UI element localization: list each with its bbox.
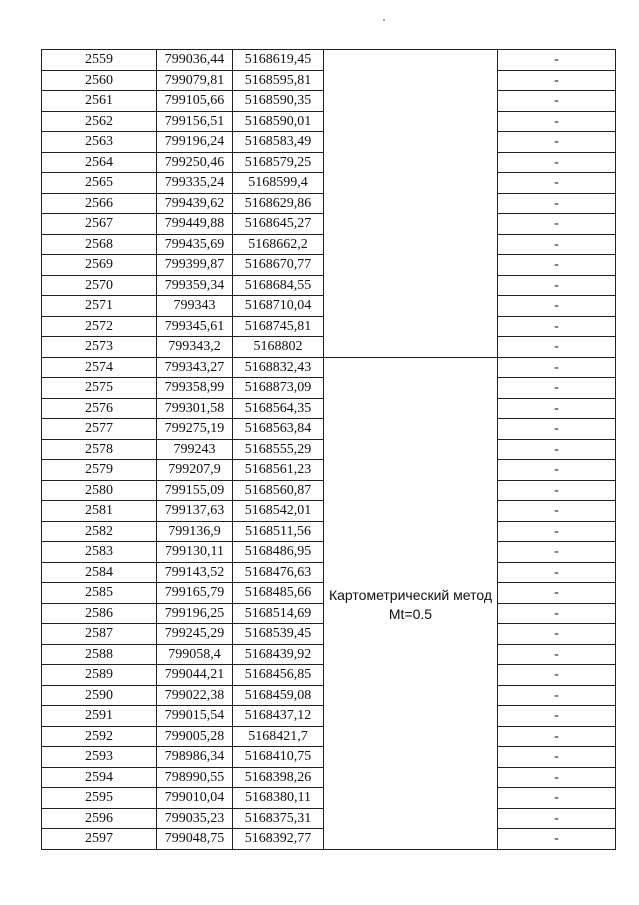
x-coordinate-cell: 799035,23	[157, 808, 233, 829]
dash-mark-cell: -	[498, 419, 616, 440]
point-number-cell: 2586	[42, 603, 157, 624]
x-coordinate-cell: 799105,66	[157, 91, 233, 112]
dash-mark-cell: -	[498, 378, 616, 399]
x-coordinate-cell: 799010,04	[157, 788, 233, 809]
x-coordinate-cell: 799022,38	[157, 685, 233, 706]
dash-mark-cell: -	[498, 788, 616, 809]
dash-mark-cell: -	[498, 808, 616, 829]
point-number-cell: 2571	[42, 296, 157, 317]
y-coordinate-cell: 5168684,55	[233, 275, 324, 296]
dash-mark-cell: -	[498, 726, 616, 747]
y-coordinate-cell: 5168873,09	[233, 378, 324, 399]
y-coordinate-cell: 5168645,27	[233, 214, 324, 235]
dash-mark-cell: -	[498, 583, 616, 604]
x-coordinate-cell: 799136,9	[157, 521, 233, 542]
point-number-cell: 2594	[42, 767, 157, 788]
y-coordinate-cell: 5168421,7	[233, 726, 324, 747]
x-coordinate-cell: 799130,11	[157, 542, 233, 563]
point-number-cell: 2569	[42, 255, 157, 276]
table-row	[42, 357, 616, 378]
x-coordinate-cell: 798986,34	[157, 747, 233, 768]
y-coordinate-cell: 5168662,2	[233, 234, 324, 255]
x-coordinate-cell: 799243	[157, 439, 233, 460]
point-number-cell: 2560	[42, 70, 157, 91]
y-coordinate-cell: 5168832,43	[233, 357, 324, 378]
y-coordinate-cell: 5168561,23	[233, 460, 324, 481]
dash-mark-cell: -	[498, 624, 616, 645]
dash-mark-cell: -	[498, 173, 616, 194]
method-label-line1: Картометрический метод	[328, 586, 492, 603]
dash-mark-cell: -	[498, 296, 616, 317]
dash-mark-cell: -	[498, 706, 616, 727]
point-number-cell: 2596	[42, 808, 157, 829]
x-coordinate-cell: 799343,27	[157, 357, 233, 378]
y-coordinate-cell: 5168590,35	[233, 91, 324, 112]
y-coordinate-cell: 5168392,77	[233, 829, 324, 850]
y-coordinate-cell: 5168590,01	[233, 111, 324, 132]
point-number-cell: 2584	[42, 562, 157, 583]
x-coordinate-cell: 799058,4	[157, 644, 233, 665]
dash-mark-cell: -	[498, 460, 616, 481]
x-coordinate-cell: 799207,9	[157, 460, 233, 481]
method-cell-empty	[324, 50, 498, 358]
x-coordinate-cell: 798990,55	[157, 767, 233, 788]
y-coordinate-cell: 5168539,45	[233, 624, 324, 645]
dash-mark-cell: -	[498, 214, 616, 235]
method-label-line2: Mt=0.5	[388, 605, 433, 622]
y-coordinate-cell: 5168375,31	[233, 808, 324, 829]
point-number-cell: 2597	[42, 829, 157, 850]
y-coordinate-cell: 5168583,49	[233, 132, 324, 153]
y-coordinate-cell: 5168437,12	[233, 706, 324, 727]
dash-mark-cell: -	[498, 542, 616, 563]
scan-speck	[383, 19, 385, 21]
x-coordinate-cell: 799358,99	[157, 378, 233, 399]
x-coordinate-cell: 799137,63	[157, 501, 233, 522]
point-number-cell: 2566	[42, 193, 157, 214]
x-coordinate-cell: 799036,44	[157, 50, 233, 71]
y-coordinate-cell: 5168802	[233, 337, 324, 358]
y-coordinate-cell: 5168599,4	[233, 173, 324, 194]
x-coordinate-cell: 799301,58	[157, 398, 233, 419]
x-coordinate-cell: 799196,25	[157, 603, 233, 624]
dash-mark-cell: -	[498, 91, 616, 112]
dash-mark-cell: -	[498, 70, 616, 91]
y-coordinate-cell: 5168619,45	[233, 50, 324, 71]
dash-mark-cell: -	[498, 275, 616, 296]
x-coordinate-cell: 799335,24	[157, 173, 233, 194]
x-coordinate-cell: 799005,28	[157, 726, 233, 747]
dash-mark-cell: -	[498, 398, 616, 419]
y-coordinate-cell: 5168459,08	[233, 685, 324, 706]
point-number-cell: 2592	[42, 726, 157, 747]
x-coordinate-cell: 799245,29	[157, 624, 233, 645]
dash-mark-cell: -	[498, 562, 616, 583]
point-number-cell: 2563	[42, 132, 157, 153]
y-coordinate-cell: 5168476,63	[233, 562, 324, 583]
point-number-cell: 2589	[42, 665, 157, 686]
y-coordinate-cell: 5168511,56	[233, 521, 324, 542]
x-coordinate-cell: 799015,54	[157, 706, 233, 727]
dash-mark-cell: -	[498, 603, 616, 624]
point-number-cell: 2582	[42, 521, 157, 542]
dash-mark-cell: -	[498, 439, 616, 460]
y-coordinate-cell: 5168595,81	[233, 70, 324, 91]
y-coordinate-cell: 5168486,95	[233, 542, 324, 563]
point-number-cell: 2570	[42, 275, 157, 296]
x-coordinate-cell: 799079,81	[157, 70, 233, 91]
y-coordinate-cell: 5168564,35	[233, 398, 324, 419]
point-number-cell: 2590	[42, 685, 157, 706]
coordinates-table-body	[42, 50, 616, 850]
point-number-cell: 2591	[42, 706, 157, 727]
point-number-cell: 2576	[42, 398, 157, 419]
coordinates-table	[41, 49, 616, 850]
dash-mark-cell: -	[498, 829, 616, 850]
point-number-cell: 2577	[42, 419, 157, 440]
dash-mark-cell: -	[498, 234, 616, 255]
y-coordinate-cell: 5168485,66	[233, 583, 324, 604]
dash-mark-cell: -	[498, 747, 616, 768]
point-number-cell: 2587	[42, 624, 157, 645]
dash-mark-cell: -	[498, 193, 616, 214]
x-coordinate-cell: 799449,88	[157, 214, 233, 235]
point-number-cell: 2573	[42, 337, 157, 358]
x-coordinate-cell: 799435,69	[157, 234, 233, 255]
point-number-cell: 2559	[42, 50, 157, 71]
dash-mark-cell: -	[498, 132, 616, 153]
y-coordinate-cell: 5168439,92	[233, 644, 324, 665]
dash-mark-cell: -	[498, 50, 616, 71]
y-coordinate-cell: 5168398,26	[233, 767, 324, 788]
point-number-cell: 2580	[42, 480, 157, 501]
x-coordinate-cell: 799345,61	[157, 316, 233, 337]
point-number-cell: 2593	[42, 747, 157, 768]
y-coordinate-cell: 5168745,81	[233, 316, 324, 337]
dash-mark-cell: -	[498, 337, 616, 358]
x-coordinate-cell: 799048,75	[157, 829, 233, 850]
method-cell	[324, 357, 498, 849]
point-number-cell: 2568	[42, 234, 157, 255]
y-coordinate-cell: 5168380,11	[233, 788, 324, 809]
y-coordinate-cell: 5168710,04	[233, 296, 324, 317]
dash-mark-cell: -	[498, 644, 616, 665]
point-number-cell: 2588	[42, 644, 157, 665]
x-coordinate-cell: 799343,2	[157, 337, 233, 358]
x-coordinate-cell: 799165,79	[157, 583, 233, 604]
y-coordinate-cell: 5168410,75	[233, 747, 324, 768]
x-coordinate-cell: 799196,24	[157, 132, 233, 153]
point-number-cell: 2581	[42, 501, 157, 522]
y-coordinate-cell: 5168514,69	[233, 603, 324, 624]
dash-mark-cell: -	[498, 767, 616, 788]
x-coordinate-cell: 799156,51	[157, 111, 233, 132]
y-coordinate-cell: 5168560,87	[233, 480, 324, 501]
x-coordinate-cell: 799399,87	[157, 255, 233, 276]
point-number-cell: 2585	[42, 583, 157, 604]
dash-mark-cell: -	[498, 316, 616, 337]
x-coordinate-cell: 799439,62	[157, 193, 233, 214]
dash-mark-cell: -	[498, 665, 616, 686]
point-number-cell: 2574	[42, 357, 157, 378]
x-coordinate-cell: 799343	[157, 296, 233, 317]
point-number-cell: 2583	[42, 542, 157, 563]
y-coordinate-cell: 5168563,84	[233, 419, 324, 440]
y-coordinate-cell: 5168629,86	[233, 193, 324, 214]
dash-mark-cell: -	[498, 255, 616, 276]
x-coordinate-cell: 799044,21	[157, 665, 233, 686]
point-number-cell: 2578	[42, 439, 157, 460]
x-coordinate-cell: 799250,46	[157, 152, 233, 173]
point-number-cell: 2579	[42, 460, 157, 481]
dash-mark-cell: -	[498, 685, 616, 706]
point-number-cell: 2561	[42, 91, 157, 112]
y-coordinate-cell: 5168555,29	[233, 439, 324, 460]
x-coordinate-cell: 799155,09	[157, 480, 233, 501]
point-number-cell: 2562	[42, 111, 157, 132]
y-coordinate-cell: 5168579,25	[233, 152, 324, 173]
dash-mark-cell: -	[498, 480, 616, 501]
point-number-cell: 2575	[42, 378, 157, 399]
x-coordinate-cell: 799143,52	[157, 562, 233, 583]
dash-mark-cell: -	[498, 501, 616, 522]
y-coordinate-cell: 5168542,01	[233, 501, 324, 522]
point-number-cell: 2564	[42, 152, 157, 173]
x-coordinate-cell: 799359,34	[157, 275, 233, 296]
y-coordinate-cell: 5168456,85	[233, 665, 324, 686]
x-coordinate-cell: 799275,19	[157, 419, 233, 440]
point-number-cell: 2572	[42, 316, 157, 337]
point-number-cell: 2565	[42, 173, 157, 194]
table-row	[42, 50, 616, 71]
dash-mark-cell: -	[498, 152, 616, 173]
point-number-cell: 2595	[42, 788, 157, 809]
dash-mark-cell: -	[498, 111, 616, 132]
point-number-cell: 2567	[42, 214, 157, 235]
y-coordinate-cell: 5168670,77	[233, 255, 324, 276]
dash-mark-cell: -	[498, 357, 616, 378]
dash-mark-cell: -	[498, 521, 616, 542]
